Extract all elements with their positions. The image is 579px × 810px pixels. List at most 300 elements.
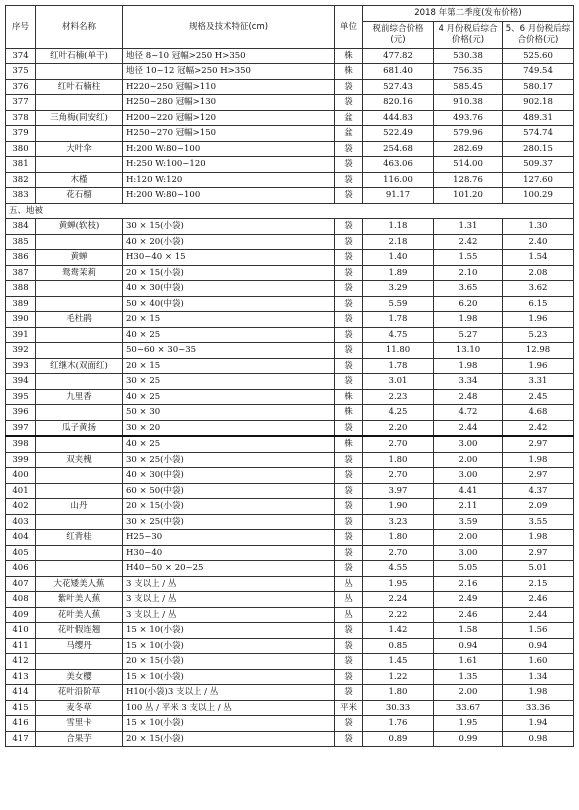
row-unit: 株 bbox=[335, 48, 363, 64]
header-spec: 规格及技术特征(cm) bbox=[123, 6, 335, 49]
row-spec: 30 × 20 bbox=[123, 420, 335, 436]
row-price-april: 3.00 bbox=[434, 468, 503, 484]
row-seq: 382 bbox=[6, 172, 36, 188]
table-row bbox=[6, 296, 574, 312]
row-seq: 404 bbox=[6, 530, 36, 546]
row-price-pre-tax: 527.43 bbox=[363, 79, 434, 95]
table-row bbox=[6, 623, 574, 639]
row-spec: H:200 W:80~100 bbox=[123, 141, 335, 157]
row-name bbox=[36, 483, 123, 499]
row-name: 瓜子黄扬 bbox=[36, 420, 123, 436]
row-spec: 40 × 30(中袋) bbox=[123, 281, 335, 297]
row-unit: 袋 bbox=[335, 561, 363, 577]
row-price-april: 493.76 bbox=[434, 110, 503, 126]
row-name: 花叶美人蕉 bbox=[36, 607, 123, 623]
section-row bbox=[6, 203, 574, 219]
row-seq: 398 bbox=[6, 436, 36, 452]
row-name: 红叶石楠(单干) bbox=[36, 48, 123, 64]
table-row bbox=[6, 483, 574, 499]
row-price-pre-tax: 477.82 bbox=[363, 48, 434, 64]
row-spec: H200~220 冠幅>120 bbox=[123, 110, 335, 126]
row-spec: 40 × 25 bbox=[123, 436, 335, 452]
row-spec: 15 × 10(小袋) bbox=[123, 623, 335, 639]
table-row bbox=[6, 374, 574, 390]
row-seq: 412 bbox=[6, 654, 36, 670]
row-price-may-june: 1.34 bbox=[503, 669, 574, 685]
row-unit: 袋 bbox=[335, 545, 363, 561]
row-price-pre-tax: 1.42 bbox=[363, 623, 434, 639]
row-unit: 袋 bbox=[335, 685, 363, 701]
row-seq: 401 bbox=[6, 483, 36, 499]
row-spec: 地径 10~12 冠幅>250 H>350 bbox=[123, 64, 335, 80]
table-row bbox=[6, 731, 574, 747]
row-spec: 50 × 30 bbox=[123, 405, 335, 421]
row-price-april: 1.35 bbox=[434, 669, 503, 685]
row-unit: 袋 bbox=[335, 623, 363, 639]
row-price-pre-tax: 3.29 bbox=[363, 281, 434, 297]
row-price-april: 2.10 bbox=[434, 265, 503, 281]
row-price-pre-tax: 2.22 bbox=[363, 607, 434, 623]
row-name bbox=[36, 468, 123, 484]
row-unit: 袋 bbox=[335, 281, 363, 297]
row-price-april: 1.58 bbox=[434, 623, 503, 639]
row-seq: 393 bbox=[6, 358, 36, 374]
row-price-pre-tax: 1.80 bbox=[363, 685, 434, 701]
table-row bbox=[6, 592, 574, 608]
row-name: 大花矮美人蕉 bbox=[36, 576, 123, 592]
row-name: 黄蝉(软枝) bbox=[36, 219, 123, 235]
row-name bbox=[36, 327, 123, 343]
row-price-april: 514.00 bbox=[434, 157, 503, 173]
row-seq: 385 bbox=[6, 234, 36, 250]
row-spec: H30~40 bbox=[123, 545, 335, 561]
row-price-pre-tax: 4.55 bbox=[363, 561, 434, 577]
row-spec: 60 × 50(中袋) bbox=[123, 483, 335, 499]
row-seq: 415 bbox=[6, 700, 36, 716]
table-row bbox=[6, 607, 574, 623]
row-spec: 15 × 10(小袋) bbox=[123, 669, 335, 685]
row-seq: 378 bbox=[6, 110, 36, 126]
row-spec: H:120 W:120 bbox=[123, 172, 335, 188]
row-price-pre-tax: 1.40 bbox=[363, 250, 434, 266]
row-unit: 袋 bbox=[335, 172, 363, 188]
row-unit: 袋 bbox=[335, 452, 363, 468]
row-spec: 20 × 15(小袋) bbox=[123, 654, 335, 670]
row-price-pre-tax: 1.95 bbox=[363, 576, 434, 592]
row-seq: 389 bbox=[6, 296, 36, 312]
row-unit: 丛 bbox=[335, 607, 363, 623]
row-unit: 袋 bbox=[335, 716, 363, 732]
row-name: 毛杜鹃 bbox=[36, 312, 123, 328]
table-row bbox=[6, 405, 574, 421]
row-name bbox=[36, 281, 123, 297]
row-name bbox=[36, 157, 123, 173]
row-price-pre-tax: 1.78 bbox=[363, 358, 434, 374]
row-spec: 20 × 15 bbox=[123, 312, 335, 328]
row-name: 三角梅(同安红) bbox=[36, 110, 123, 126]
row-seq: 383 bbox=[6, 188, 36, 204]
row-name bbox=[36, 126, 123, 142]
row-price-pre-tax: 1.90 bbox=[363, 499, 434, 515]
row-spec: H40~50 × 20~25 bbox=[123, 561, 335, 577]
row-unit: 袋 bbox=[335, 514, 363, 530]
row-price-may-june: 127.60 bbox=[503, 172, 574, 188]
row-name bbox=[36, 654, 123, 670]
row-spec: 100 丛 / 平米 3 支以上 / 丛 bbox=[123, 700, 335, 716]
row-price-april: 282.69 bbox=[434, 141, 503, 157]
row-spec: 20 × 15(小袋) bbox=[123, 265, 335, 281]
row-name: 大叶伞 bbox=[36, 141, 123, 157]
row-price-april: 101.20 bbox=[434, 188, 503, 204]
row-price-may-june: 2.09 bbox=[503, 499, 574, 515]
row-price-april: 2.46 bbox=[434, 607, 503, 623]
table-row bbox=[6, 157, 574, 173]
row-name: 红叶石楠柱 bbox=[36, 79, 123, 95]
row-spec: 40 × 25 bbox=[123, 389, 335, 405]
row-unit: 袋 bbox=[335, 250, 363, 266]
row-name bbox=[36, 343, 123, 359]
row-unit: 袋 bbox=[335, 312, 363, 328]
row-name: 马缨丹 bbox=[36, 638, 123, 654]
row-seq: 399 bbox=[6, 452, 36, 468]
row-price-april: 2.44 bbox=[434, 420, 503, 436]
row-price-may-june: 100.29 bbox=[503, 188, 574, 204]
row-price-may-june: 4.37 bbox=[503, 483, 574, 499]
row-price-may-june: 902.18 bbox=[503, 95, 574, 111]
row-seq: 394 bbox=[6, 374, 36, 390]
row-name bbox=[36, 561, 123, 577]
table-row bbox=[6, 188, 574, 204]
row-price-pre-tax: 2.70 bbox=[363, 436, 434, 452]
row-price-april: 585.45 bbox=[434, 79, 503, 95]
row-price-may-june: 2.97 bbox=[503, 436, 574, 452]
row-price-april: 3.00 bbox=[434, 436, 503, 452]
row-name bbox=[36, 514, 123, 530]
row-seq: 390 bbox=[6, 312, 36, 328]
row-spec: H10(小袋)3 支以上 / 丛 bbox=[123, 685, 335, 701]
row-unit: 袋 bbox=[335, 265, 363, 281]
row-seq: 410 bbox=[6, 623, 36, 639]
row-name bbox=[36, 64, 123, 80]
row-price-may-june: 12.98 bbox=[503, 343, 574, 359]
row-price-april: 1.61 bbox=[434, 654, 503, 670]
row-seq: 407 bbox=[6, 576, 36, 592]
row-seq: 400 bbox=[6, 468, 36, 484]
row-spec: 30 × 15(小袋) bbox=[123, 219, 335, 235]
price-table bbox=[5, 5, 574, 747]
row-unit: 袋 bbox=[335, 95, 363, 111]
row-price-pre-tax: 0.89 bbox=[363, 731, 434, 747]
row-unit: 袋 bbox=[335, 296, 363, 312]
table-row bbox=[6, 48, 574, 64]
row-price-april: 2.11 bbox=[434, 499, 503, 515]
row-price-pre-tax: 1.80 bbox=[363, 530, 434, 546]
row-unit: 袋 bbox=[335, 669, 363, 685]
row-price-pre-tax: 0.85 bbox=[363, 638, 434, 654]
row-unit: 袋 bbox=[335, 468, 363, 484]
table-row bbox=[6, 530, 574, 546]
row-price-pre-tax: 820.16 bbox=[363, 95, 434, 111]
row-price-may-june: 509.37 bbox=[503, 157, 574, 173]
table-row bbox=[6, 700, 574, 716]
row-price-april: 579.96 bbox=[434, 126, 503, 142]
row-price-april: 5.05 bbox=[434, 561, 503, 577]
row-name bbox=[36, 436, 123, 452]
row-unit: 盆 bbox=[335, 110, 363, 126]
row-name: 麦冬草 bbox=[36, 700, 123, 716]
row-seq: 379 bbox=[6, 126, 36, 142]
row-price-pre-tax: 2.18 bbox=[363, 234, 434, 250]
row-unit: 袋 bbox=[335, 157, 363, 173]
row-price-pre-tax: 1.45 bbox=[363, 654, 434, 670]
row-unit: 袋 bbox=[335, 483, 363, 499]
row-seq: 380 bbox=[6, 141, 36, 157]
table-row bbox=[6, 79, 574, 95]
table-row bbox=[6, 172, 574, 188]
row-price-april: 13.10 bbox=[434, 343, 503, 359]
row-unit: 袋 bbox=[335, 638, 363, 654]
row-price-may-june: 1.30 bbox=[503, 219, 574, 235]
row-price-may-june: 574.74 bbox=[503, 126, 574, 142]
row-price-pre-tax: 522.49 bbox=[363, 126, 434, 142]
table-row bbox=[6, 561, 574, 577]
table-row bbox=[6, 420, 574, 436]
table-row bbox=[6, 110, 574, 126]
row-price-may-june: 1.56 bbox=[503, 623, 574, 639]
row-seq: 416 bbox=[6, 716, 36, 732]
row-price-april: 4.41 bbox=[434, 483, 503, 499]
row-name bbox=[36, 374, 123, 390]
row-spec: 30 × 25(小袋) bbox=[123, 452, 335, 468]
row-name bbox=[36, 95, 123, 111]
row-price-may-june: 1.96 bbox=[503, 358, 574, 374]
row-price-may-june: 1.98 bbox=[503, 530, 574, 546]
row-unit: 袋 bbox=[335, 141, 363, 157]
table-row bbox=[6, 389, 574, 405]
row-price-april: 530.38 bbox=[434, 48, 503, 64]
row-price-may-june: 5.23 bbox=[503, 327, 574, 343]
row-price-april: 2.42 bbox=[434, 234, 503, 250]
row-price-april: 0.94 bbox=[434, 638, 503, 654]
row-price-may-june: 1.98 bbox=[503, 685, 574, 701]
header-seq: 序号 bbox=[6, 6, 36, 49]
table-row bbox=[6, 343, 574, 359]
row-price-pre-tax: 1.80 bbox=[363, 452, 434, 468]
row-spec: 3 支以上 / 丛 bbox=[123, 576, 335, 592]
row-unit: 平米 bbox=[335, 700, 363, 716]
row-unit: 袋 bbox=[335, 374, 363, 390]
row-price-april: 2.00 bbox=[434, 452, 503, 468]
row-price-april: 33.67 bbox=[434, 700, 503, 716]
row-name: 双夹槐 bbox=[36, 452, 123, 468]
row-unit: 袋 bbox=[335, 420, 363, 436]
row-seq: 397 bbox=[6, 420, 36, 436]
row-price-may-june: 525.60 bbox=[503, 48, 574, 64]
row-name bbox=[36, 234, 123, 250]
header-price-pre-tax: 税前综合价格(元) bbox=[363, 21, 434, 48]
row-seq: 381 bbox=[6, 157, 36, 173]
row-unit: 盆 bbox=[335, 126, 363, 142]
row-price-pre-tax: 2.70 bbox=[363, 468, 434, 484]
row-price-pre-tax: 3.01 bbox=[363, 374, 434, 390]
row-spec: H250~280 冠幅>130 bbox=[123, 95, 335, 111]
row-price-pre-tax: 254.68 bbox=[363, 141, 434, 157]
row-price-pre-tax: 463.06 bbox=[363, 157, 434, 173]
row-name: 紫叶美人蕉 bbox=[36, 592, 123, 608]
row-seq: 403 bbox=[6, 514, 36, 530]
row-seq: 396 bbox=[6, 405, 36, 421]
row-price-may-june: 2.42 bbox=[503, 420, 574, 436]
row-name bbox=[36, 405, 123, 421]
row-unit: 株 bbox=[335, 64, 363, 80]
table-row bbox=[6, 358, 574, 374]
table-row bbox=[6, 64, 574, 80]
row-price-pre-tax: 30.33 bbox=[363, 700, 434, 716]
row-name: 黄蝉 bbox=[36, 250, 123, 266]
row-price-april: 2.49 bbox=[434, 592, 503, 608]
table-row bbox=[6, 141, 574, 157]
row-price-may-june: 749.54 bbox=[503, 64, 574, 80]
row-price-may-june: 1.60 bbox=[503, 654, 574, 670]
row-price-may-june: 1.54 bbox=[503, 250, 574, 266]
table-row bbox=[6, 499, 574, 515]
row-spec: H:250 W:100~120 bbox=[123, 157, 335, 173]
row-price-april: 3.65 bbox=[434, 281, 503, 297]
row-name: 合果芋 bbox=[36, 731, 123, 747]
row-unit: 袋 bbox=[335, 530, 363, 546]
row-price-april: 1.55 bbox=[434, 250, 503, 266]
table-row bbox=[6, 685, 574, 701]
row-seq: 406 bbox=[6, 561, 36, 577]
row-spec: H220~250 冠幅>110 bbox=[123, 79, 335, 95]
row-price-pre-tax: 444.83 bbox=[363, 110, 434, 126]
row-seq: 405 bbox=[6, 545, 36, 561]
row-price-pre-tax: 91.17 bbox=[363, 188, 434, 204]
row-price-pre-tax: 3.23 bbox=[363, 514, 434, 530]
row-spec: 40 × 20(小袋) bbox=[123, 234, 335, 250]
row-name: 红继木(双面红) bbox=[36, 358, 123, 374]
row-spec: H30~40 × 15 bbox=[123, 250, 335, 266]
row-spec: 20 × 15(小袋) bbox=[123, 499, 335, 515]
row-name: 花叶沿阶草 bbox=[36, 685, 123, 701]
section-label: 五、地被 bbox=[6, 203, 574, 219]
row-spec: 15 × 10(小袋) bbox=[123, 716, 335, 732]
row-unit: 袋 bbox=[335, 358, 363, 374]
row-price-pre-tax: 2.23 bbox=[363, 389, 434, 405]
row-name: 山丹 bbox=[36, 499, 123, 515]
row-price-april: 3.59 bbox=[434, 514, 503, 530]
row-seq: 374 bbox=[6, 48, 36, 64]
row-price-april: 1.31 bbox=[434, 219, 503, 235]
row-price-april: 5.27 bbox=[434, 327, 503, 343]
row-price-pre-tax: 116.00 bbox=[363, 172, 434, 188]
row-unit: 株 bbox=[335, 405, 363, 421]
table-row bbox=[6, 312, 574, 328]
header-price-april: 4 月份税后综合价格(元) bbox=[434, 21, 503, 48]
row-price-pre-tax: 1.22 bbox=[363, 669, 434, 685]
row-unit: 丛 bbox=[335, 576, 363, 592]
row-price-may-june: 2.97 bbox=[503, 545, 574, 561]
row-seq: 417 bbox=[6, 731, 36, 747]
header-unit: 单位 bbox=[335, 6, 363, 49]
row-price-may-june: 0.98 bbox=[503, 731, 574, 747]
header-price-may-june: 5、6 月份税后综合价格(元) bbox=[503, 21, 574, 48]
row-price-april: 6.20 bbox=[434, 296, 503, 312]
row-seq: 411 bbox=[6, 638, 36, 654]
row-price-pre-tax: 1.76 bbox=[363, 716, 434, 732]
row-price-may-june: 580.17 bbox=[503, 79, 574, 95]
row-price-pre-tax: 2.20 bbox=[363, 420, 434, 436]
row-seq: 414 bbox=[6, 685, 36, 701]
row-unit: 株 bbox=[335, 389, 363, 405]
row-name: 鸳鸯茉莉 bbox=[36, 265, 123, 281]
row-name: 美女樱 bbox=[36, 669, 123, 685]
row-price-april: 1.98 bbox=[434, 358, 503, 374]
row-spec: 30 × 25(中袋) bbox=[123, 514, 335, 530]
row-spec: 20 × 15 bbox=[123, 358, 335, 374]
table-row bbox=[6, 281, 574, 297]
row-price-april: 2.48 bbox=[434, 389, 503, 405]
row-spec: 50~60 × 30~35 bbox=[123, 343, 335, 359]
row-price-pre-tax: 5.59 bbox=[363, 296, 434, 312]
row-price-may-june: 5.01 bbox=[503, 561, 574, 577]
row-price-may-june: 6.15 bbox=[503, 296, 574, 312]
row-price-may-june: 1.94 bbox=[503, 716, 574, 732]
row-price-may-june: 3.31 bbox=[503, 374, 574, 390]
row-price-may-june: 2.40 bbox=[503, 234, 574, 250]
row-price-april: 128.76 bbox=[434, 172, 503, 188]
row-unit: 袋 bbox=[335, 731, 363, 747]
table-row bbox=[6, 669, 574, 685]
row-unit: 袋 bbox=[335, 219, 363, 235]
row-spec: 30 × 25 bbox=[123, 374, 335, 390]
row-seq: 375 bbox=[6, 64, 36, 80]
row-spec: 50 × 40(中袋) bbox=[123, 296, 335, 312]
table-row bbox=[6, 234, 574, 250]
row-name: 花叶假连翘 bbox=[36, 623, 123, 639]
row-unit: 袋 bbox=[335, 188, 363, 204]
header-period: 2018 年第二季度(发布价格) bbox=[363, 6, 574, 22]
row-price-april: 3.34 bbox=[434, 374, 503, 390]
row-name: 木槿 bbox=[36, 172, 123, 188]
table-row bbox=[6, 514, 574, 530]
table-row bbox=[6, 716, 574, 732]
row-unit: 袋 bbox=[335, 654, 363, 670]
row-price-may-june: 1.98 bbox=[503, 452, 574, 468]
row-price-april: 2.16 bbox=[434, 576, 503, 592]
table-row bbox=[6, 250, 574, 266]
row-seq: 377 bbox=[6, 95, 36, 111]
row-price-may-june: 2.15 bbox=[503, 576, 574, 592]
table-row bbox=[6, 265, 574, 281]
row-price-may-june: 3.55 bbox=[503, 514, 574, 530]
row-seq: 386 bbox=[6, 250, 36, 266]
row-price-pre-tax: 3.97 bbox=[363, 483, 434, 499]
row-name bbox=[36, 296, 123, 312]
row-price-april: 1.98 bbox=[434, 312, 503, 328]
row-spec: H250~270 冠幅>150 bbox=[123, 126, 335, 142]
row-price-may-june: 489.31 bbox=[503, 110, 574, 126]
row-unit: 株 bbox=[335, 436, 363, 452]
row-name: 九里香 bbox=[36, 389, 123, 405]
table-row bbox=[6, 95, 574, 111]
table-body-trees bbox=[6, 48, 574, 203]
row-price-may-june: 2.44 bbox=[503, 607, 574, 623]
row-unit: 袋 bbox=[335, 79, 363, 95]
table-row bbox=[6, 468, 574, 484]
row-price-april: 1.95 bbox=[434, 716, 503, 732]
row-spec: 40 × 25 bbox=[123, 327, 335, 343]
